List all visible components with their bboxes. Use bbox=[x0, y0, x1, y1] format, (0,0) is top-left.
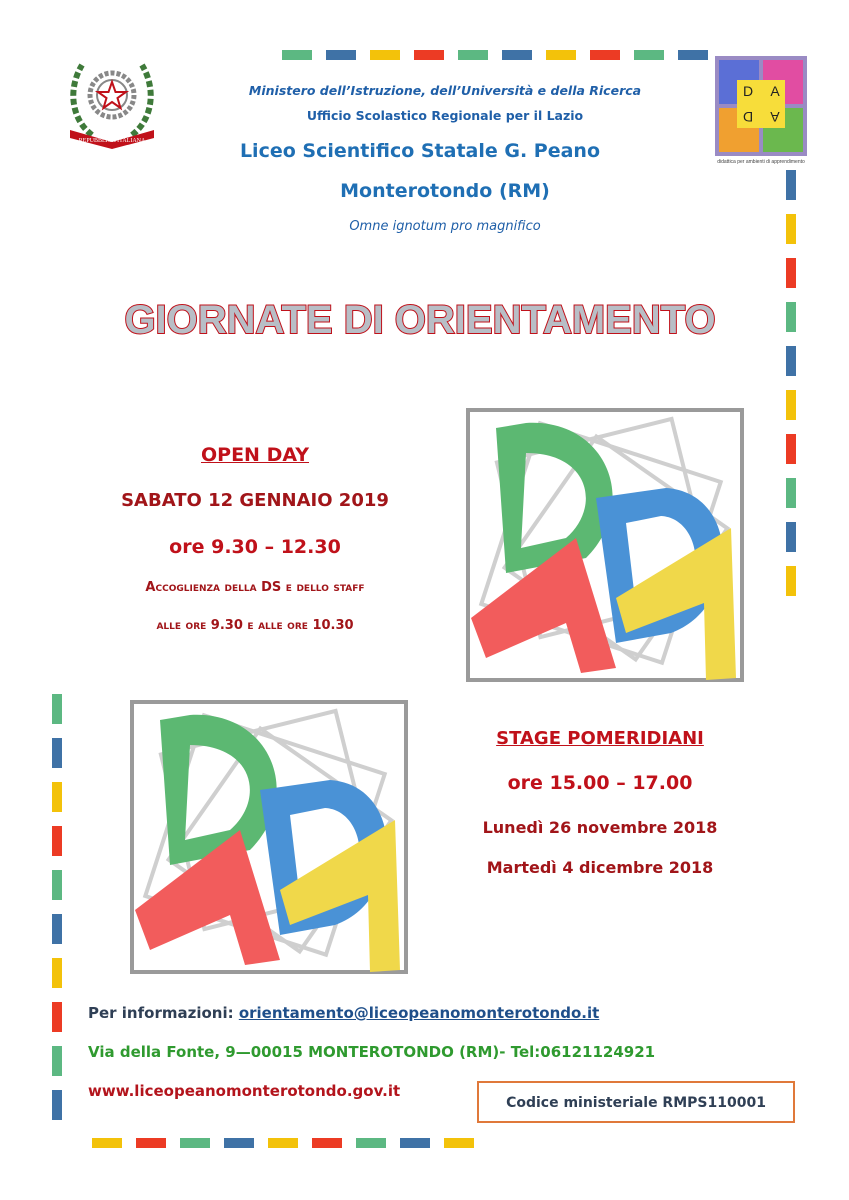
border-dash bbox=[786, 170, 796, 200]
border-dash bbox=[52, 1046, 62, 1076]
logo-caption: didattica per ambienti di apprendimento bbox=[717, 159, 805, 165]
border-dash bbox=[52, 958, 62, 988]
welcome-line-2: alle ore 9.30 e alle ore 10.30 bbox=[156, 618, 354, 633]
main-title-text: GIORNATE DI ORIENTAMENTO bbox=[124, 298, 716, 342]
school-city: Monterotondo (RM) bbox=[340, 180, 550, 202]
emblem-ribbon-text: REPUBBLICA ITALIANA bbox=[78, 138, 146, 144]
address-line: Via della Fonte, 9—00015 MONTEROTONDO (RM)- Tel:06121124921 bbox=[88, 1043, 656, 1061]
border-dash bbox=[52, 782, 62, 812]
school-motto: Omne ignotum pro magnifico bbox=[349, 219, 541, 234]
border-dash bbox=[786, 434, 796, 464]
border-dash bbox=[282, 50, 312, 60]
logo-letter-d1: D bbox=[742, 83, 754, 99]
border-dash bbox=[786, 390, 796, 420]
border-dash bbox=[444, 1138, 474, 1148]
border-dash bbox=[224, 1138, 254, 1148]
dada-graphic-right bbox=[466, 408, 744, 682]
border-dash bbox=[312, 1138, 342, 1148]
ministry-code: Codice ministeriale RMPS110001 bbox=[506, 1095, 766, 1111]
stage-date-2: Martedì 4 dicembre 2018 bbox=[486, 858, 714, 877]
border-dash bbox=[52, 914, 62, 944]
border-dash bbox=[52, 694, 62, 724]
border-dash bbox=[414, 50, 444, 60]
open-day-time: ore 9.30 – 12.30 bbox=[169, 536, 341, 558]
border-dash bbox=[678, 50, 708, 60]
border-dash bbox=[786, 522, 796, 552]
school-name: Liceo Scientifico Statale G. Peano bbox=[239, 140, 601, 162]
border-dash bbox=[52, 738, 62, 768]
border-dash bbox=[786, 258, 796, 288]
regional-office-line: Ufficio Scolastico Regionale per il Lazio bbox=[306, 108, 584, 123]
stage-heading: STAGE POMERIDIANI bbox=[496, 728, 704, 749]
logo-letter-a2: A bbox=[770, 109, 780, 125]
ministry-line: Ministero dell’Istruzione, dell’Università e della Ricerca bbox=[248, 83, 642, 98]
border-dash bbox=[356, 1138, 386, 1148]
website-link[interactable]: www.liceopeanomonterotondo.gov.it bbox=[88, 1082, 401, 1100]
border-dash bbox=[52, 1090, 62, 1120]
welcome-line-1: Accoglienza della DS e dello staff bbox=[145, 580, 365, 595]
border-dash bbox=[370, 50, 400, 60]
border-dash bbox=[268, 1138, 298, 1148]
open-day-date: SABATO 12 GENNAIO 2019 bbox=[121, 490, 389, 511]
border-dash bbox=[52, 870, 62, 900]
border-dash bbox=[502, 50, 532, 60]
border-dash bbox=[92, 1138, 122, 1148]
border-dash bbox=[590, 50, 620, 60]
border-dash bbox=[136, 1138, 166, 1148]
info-line bbox=[88, 1004, 599, 1022]
border-dash bbox=[546, 50, 576, 60]
main-title bbox=[40, 288, 800, 348]
logo-letter-a1: A bbox=[770, 83, 780, 99]
stage-date-1: Lunedì 26 novembre 2018 bbox=[482, 818, 718, 837]
stage-time: ore 15.00 – 17.00 bbox=[507, 772, 693, 794]
email-link[interactable]: orientamento@liceopeanomonterotondo.it bbox=[238, 1004, 600, 1022]
border-dash bbox=[326, 50, 356, 60]
border-dash bbox=[458, 50, 488, 60]
open-day-heading: OPEN DAY bbox=[201, 444, 309, 466]
dada-logo bbox=[715, 56, 807, 166]
border-dash bbox=[634, 50, 664, 60]
border-dash bbox=[786, 346, 796, 376]
info-label: Per informazioni: bbox=[88, 1004, 239, 1022]
italian-republic-emblem bbox=[62, 50, 162, 150]
border-dash bbox=[400, 1138, 430, 1148]
border-dash bbox=[786, 214, 796, 244]
border-dash bbox=[52, 826, 62, 856]
border-dash bbox=[786, 478, 796, 508]
border-dash bbox=[180, 1138, 210, 1148]
logo-letter-d2: D bbox=[742, 109, 754, 125]
border-dash bbox=[52, 1002, 62, 1032]
dada-graphic-left bbox=[130, 700, 408, 974]
border-dash bbox=[786, 566, 796, 596]
